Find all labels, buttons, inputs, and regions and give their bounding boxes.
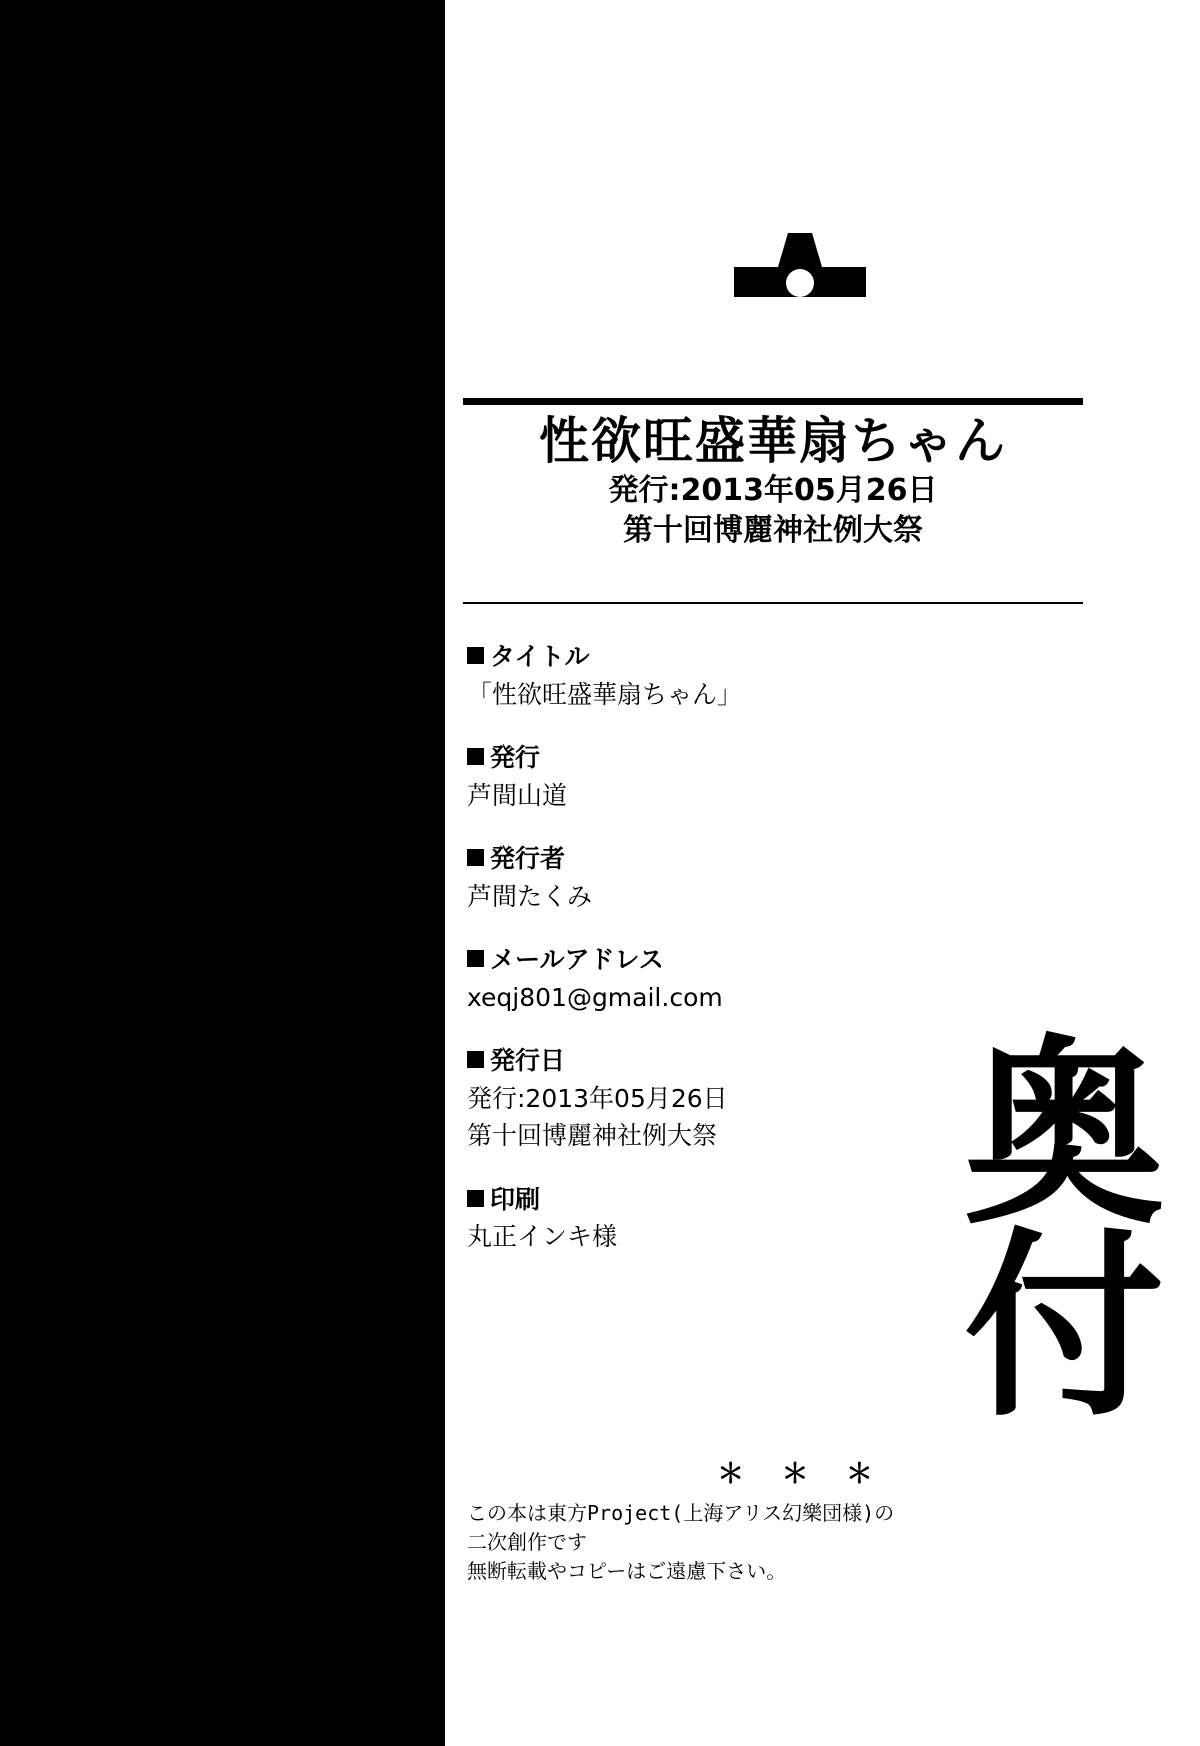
colophon-heading-label: 発行	[490, 743, 541, 772]
colophon-entry-publisher	[467, 739, 1067, 814]
square-bullet-icon	[467, 1051, 484, 1068]
square-bullet-icon	[467, 748, 484, 765]
issue-date-line1: 発行:2013年05月26日	[608, 473, 938, 508]
star-separator: ＊ ＊ ＊	[717, 1459, 887, 1490]
square-bullet-icon	[467, 1190, 484, 1207]
colophon-page	[445, 0, 1200, 1746]
watermark-okutsuke	[934, 1019, 1194, 1444]
fine-print-line: この本は東方Project(上海アリス幻樂団様)の	[467, 1501, 895, 1525]
colophon-heading	[467, 840, 1067, 878]
divider-thin-bottom	[463, 602, 1083, 604]
square-bullet-icon	[467, 647, 484, 664]
colophon-value: 「性欲旺盛華扇ちゃん」	[467, 679, 743, 709]
square-bullet-icon	[467, 950, 484, 967]
colophon-value: 発行:2013年05月26日	[467, 1083, 728, 1113]
issue-event-line2: 第十回博麗神社例大祭	[623, 512, 923, 548]
torii-emblem-icon	[730, 233, 870, 333]
colophon-heading	[467, 638, 1067, 676]
fine-print	[467, 1499, 1067, 1586]
colophon-value: 芦間山道	[467, 780, 568, 810]
divider-thick-top	[463, 398, 1083, 405]
page-title: 性欲旺盛華扇ちゃん	[539, 412, 1007, 470]
watermark-char-2: 付	[963, 1211, 1164, 1444]
colophon-value: 第十回博麗神社例大祭	[467, 1121, 718, 1150]
left-black-band	[0, 0, 445, 1746]
colophon-heading-label: 発行者	[490, 844, 566, 873]
square-bullet-icon	[467, 849, 484, 866]
masthead	[463, 412, 1083, 550]
colophon-heading	[467, 941, 1067, 979]
colophon-heading	[467, 739, 1067, 777]
colophon-heading-label: メールアドレス	[490, 945, 664, 974]
colophon-value: 芦間たくみ	[467, 881, 593, 911]
colophon-entry-author	[467, 840, 1067, 915]
colophon-value: 丸正インキ様	[467, 1222, 618, 1251]
colophon-entry-title	[467, 638, 1067, 713]
fine-print-line: 無断転載やコピーはご遠慮下さい。	[467, 1559, 787, 1583]
footer-notice	[467, 1452, 1067, 1586]
colophon-value-email[interactable]: xeqj801@gmail.com	[467, 982, 723, 1012]
fine-print-line: 二次創作です	[467, 1530, 587, 1554]
colophon-entry-email	[467, 941, 1067, 1016]
colophon-heading-label: タイトル	[490, 642, 590, 671]
watermark-char-1: 奥	[963, 1019, 1164, 1252]
colophon-heading-label: 印刷	[490, 1184, 541, 1214]
colophon-heading-label: 発行日	[490, 1046, 566, 1075]
